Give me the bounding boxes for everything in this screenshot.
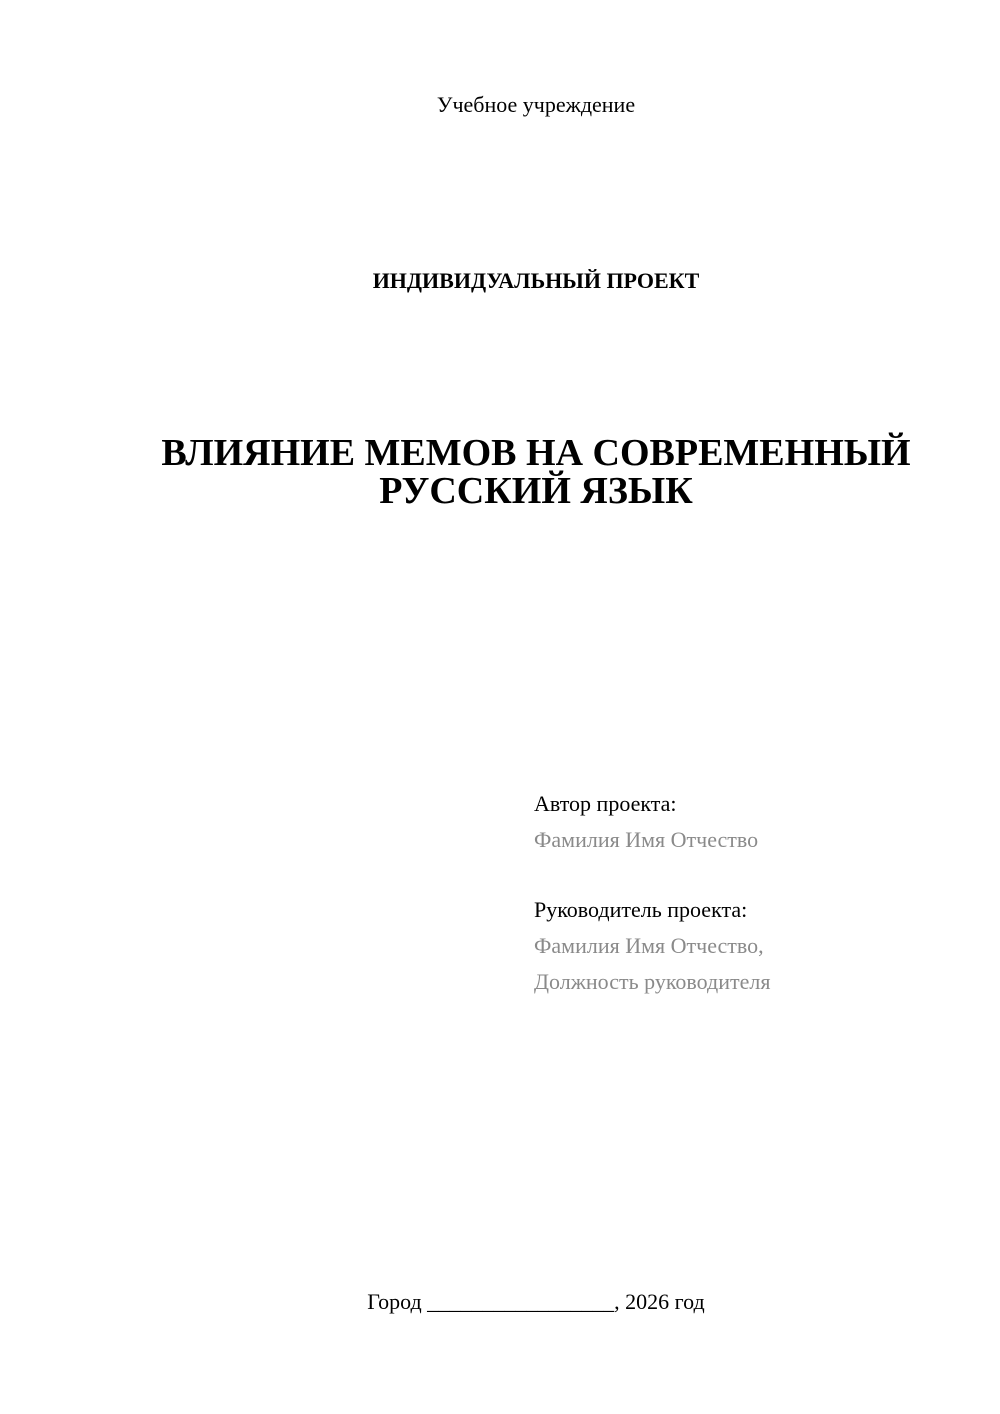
supervisor-name: Фамилия Имя Отчество, [534,933,764,958]
city-year-line: Город _________________, 2026 год [367,1289,705,1314]
institution-name: Учебное учреждение [436,92,636,117]
supervisor-block [534,892,770,1000]
project-title-line-2: РУССКИЙ ЯЗЫК [379,470,693,512]
project-title-line-1: ВЛИЯНИЕ МЕМОВ НА СОВРЕМЕННЫЙ [161,432,911,474]
author-label: Автор проекта: [534,791,677,816]
project-title [0,434,1000,510]
author-name: Фамилия Имя Отчество [534,827,759,852]
supervisor-label: Руководитель проекта: [534,897,748,922]
document-type: ИНДИВИДУАЛЬНЫЙ ПРОЕКТ [372,268,700,293]
supervisor-position: Должность руководителя [534,969,771,994]
author-block [534,786,758,858]
